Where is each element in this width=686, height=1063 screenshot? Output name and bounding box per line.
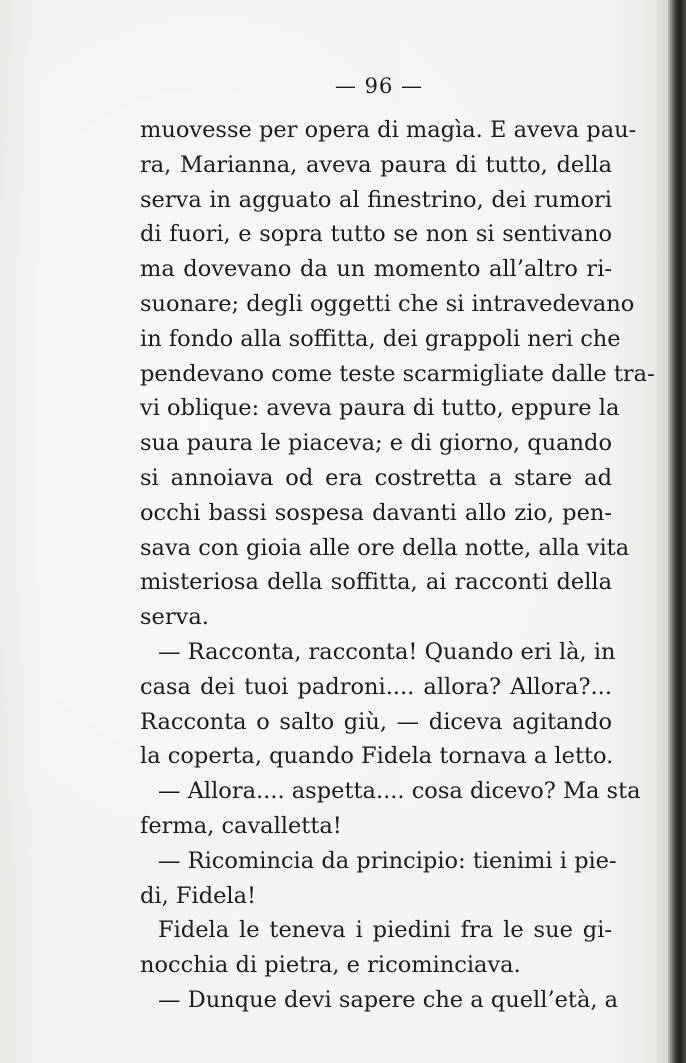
page-number: — 96 — bbox=[334, 74, 424, 98]
text-line: di fuori, e sopra tutto se non si sentivano bbox=[140, 221, 612, 248]
text-line: ferma, cavalletta! bbox=[140, 812, 342, 839]
text-line: Fidela le teneva i piedini fra le sue gi- bbox=[158, 917, 612, 944]
text-line: — Racconta, racconta! Quando eri là, in bbox=[158, 638, 616, 665]
text-line: suonare; degli oggetti che si intravedevano bbox=[140, 290, 635, 317]
text-line: sava con gioia alle ore della notte, alla vita bbox=[140, 534, 630, 561]
text-line: sua paura le piaceva; e di giorno, quando bbox=[140, 430, 612, 457]
text-line: di, Fidela! bbox=[140, 882, 257, 909]
text-line: — Ricomincia da principio: tienimi i pie- bbox=[158, 847, 617, 874]
text-line: la coperta, quando Fidela tornava a letto. bbox=[140, 743, 614, 770]
text-line: serva in agguato al finestrino, dei rumori bbox=[140, 186, 612, 213]
text-line: casa dei tuoi padroni.... allora? Allora?... bbox=[140, 673, 612, 700]
text-line: ma dovevano da un momento all’altro ri- bbox=[140, 256, 612, 283]
text-line: serva. bbox=[140, 604, 209, 631]
text-line: vi oblique: aveva paura di tutto, eppure la bbox=[140, 395, 620, 422]
text-line: Racconta o salto giù, — diceva agitando bbox=[140, 708, 612, 735]
text-line: nocchia di pietra, e ricominciava. bbox=[140, 952, 521, 979]
text-line: occhi bassi sospesa davanti allo zio, pen- bbox=[140, 499, 612, 526]
text-line: misteriosa della soffitta, ai racconti della bbox=[140, 569, 612, 596]
book-spine-shadow bbox=[668, 0, 686, 1063]
text-line: — Dunque devi sapere che a quell’età, a bbox=[158, 986, 619, 1013]
text-line: pendevano come teste scarmigliate dalle tra- bbox=[140, 360, 655, 387]
body-text bbox=[140, 113, 655, 1018]
text-line: in fondo alla soffitta, dei grappoli neri che bbox=[140, 325, 621, 352]
text-line: si annoiava od era costretta a stare ad bbox=[140, 464, 612, 491]
text-line: ra, Marianna, aveva paura di tutto, della bbox=[140, 151, 612, 178]
text-line: — Allora.... aspetta.... cosa dicevo? Ma sta bbox=[158, 778, 641, 805]
text-line: muovesse per opera di magìa. E aveva pau- bbox=[140, 117, 637, 143]
